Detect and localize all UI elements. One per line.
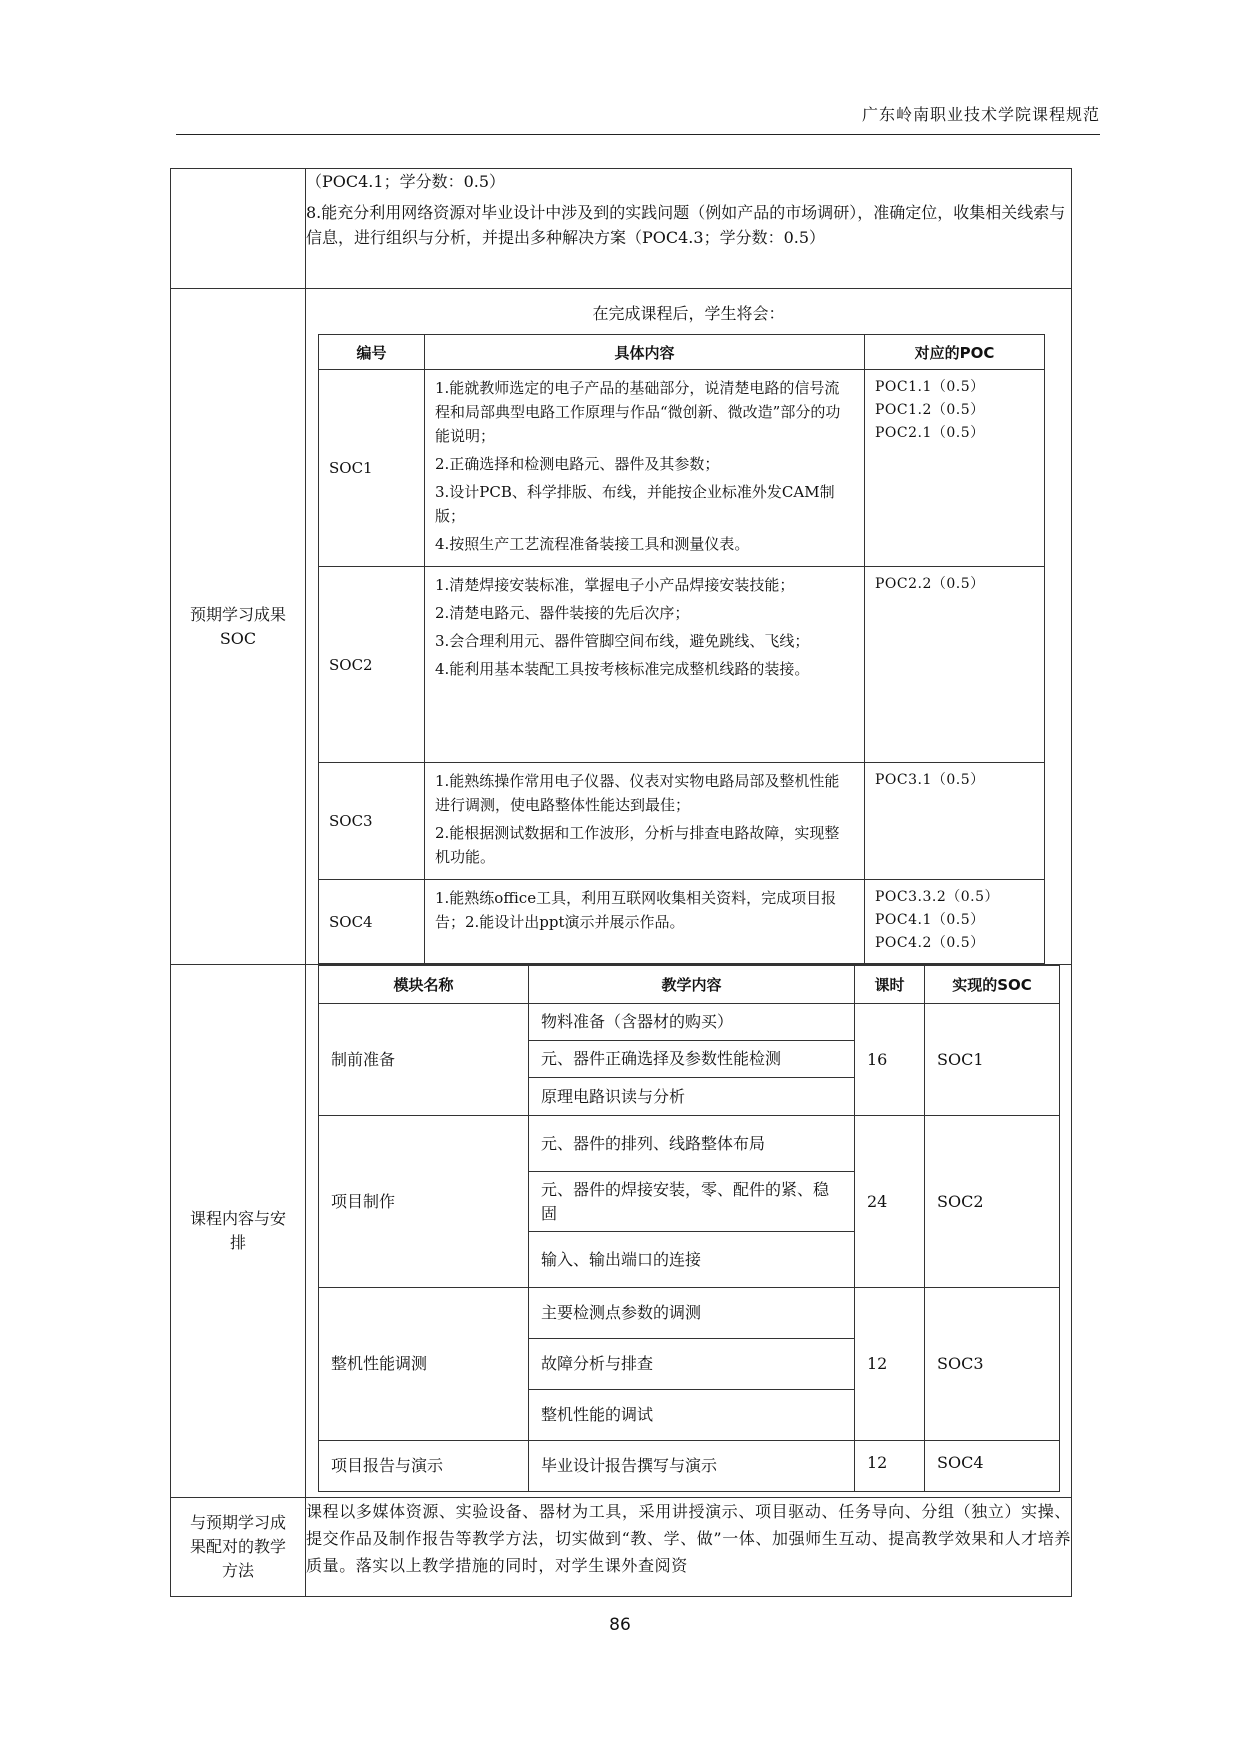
course-spec-table <box>170 168 1072 1597</box>
soc-id: SOC2 <box>319 567 425 763</box>
soc-section-content <box>306 289 1072 965</box>
soc-poc: POC2.2（0.5） <box>865 567 1045 763</box>
top-continuation-row <box>171 169 1072 289</box>
module-col-name: 模块名称 <box>319 966 529 1004</box>
module-col-content: 教学内容 <box>529 966 855 1004</box>
top-continuation-cell <box>306 169 1072 289</box>
teaching-method-text: 课程以多媒体资源、实验设备、器材为工具，采用讲授演示、项目驱动、任务导向、分组（独立）实操、提交作品及制作报告等教学方法，切实做到“教、学、做”一体、加强师生互动、提高教学效果和人才培养质量。落实以上教学措施的同时，对学生课外查阅资 <box>306 1498 1072 1597</box>
content-section-content <box>306 965 1072 1498</box>
module-name: 制前准备 <box>319 1004 529 1116</box>
module-content: 元、器件的焊接安装，零、配件的紧、稳固 <box>529 1172 855 1232</box>
soc-col-content: 具体内容 <box>425 335 865 370</box>
module-row <box>319 1441 1060 1492</box>
module-hours: 16 <box>855 1004 925 1116</box>
module-content: 毕业设计报告撰写与演示 <box>529 1441 855 1492</box>
module-content: 物料准备（含器材的购买） <box>529 1004 855 1041</box>
module-content: 原理电路识读与分析 <box>529 1078 855 1116</box>
soc-row <box>319 763 1045 880</box>
module-content: 输入、输出端口的连接 <box>529 1232 855 1288</box>
module-name: 整机性能调测 <box>319 1288 529 1441</box>
soc-poc: POC3.3.2（0.5） POC4.1（0.5） POC4.2（0.5） <box>865 880 1045 964</box>
content-section-label: 课程内容与安 排 <box>171 965 306 1498</box>
soc-content: 1.能熟练office工具，利用互联网收集相关资料，完成项目报告；2.能设计出ppt演示并展示作品。 <box>425 880 865 964</box>
module-col-soc: 实现的SOC <box>925 966 1060 1004</box>
module-row <box>319 1288 1060 1339</box>
soc-intro: 在完成课程后，学生将会： <box>592 304 785 323</box>
outcome-item-8: 8.能充分利用网络资源对毕业设计中涉及到的实践问题（例如产品的市场调研），准确定位，收集相关线索与信息，进行组织与分析，并提出多种解决方案（POC4.3；学分数：0.5） <box>306 203 1066 247</box>
soc-row <box>319 370 1045 567</box>
module-hours: 12 <box>855 1288 925 1441</box>
soc-id: SOC4 <box>319 880 425 964</box>
module-soc: SOC2 <box>925 1116 1060 1288</box>
soc-content: 1.清楚焊接安装标准，掌握电子小产品焊接安装技能； 2.清楚电路元、器件装接的先后次序； 3.会合理利用元、器件管脚空间布线，避免跳线、飞线； 4.能利用基本装配工具按考核标准完成整机线路的装接。 <box>425 567 865 763</box>
soc-row <box>319 567 1045 763</box>
page-header-title: 广东岭南职业技术学院课程规范 <box>861 105 1100 124</box>
soc-col-id: 编号 <box>319 335 425 370</box>
module-soc: SOC4 <box>925 1441 1060 1492</box>
header-rule <box>176 134 1100 135</box>
module-hours: 24 <box>855 1116 925 1288</box>
module-content: 主要检测点参数的调测 <box>529 1288 855 1339</box>
poc-credit-line: （POC4.1；学分数：0.5） <box>306 172 506 191</box>
method-section-row <box>171 1498 1072 1597</box>
module-row <box>319 1116 1060 1172</box>
module-content: 整机性能的调试 <box>529 1390 855 1441</box>
soc-col-poc: 对应的POC <box>865 335 1045 370</box>
module-table <box>318 965 1060 1492</box>
soc-id: SOC3 <box>319 763 425 880</box>
soc-content: 1.能就教师选定的电子产品的基础部分，说清楚电路的信号流程和局部典型电路工作原理与作品“微创新、微改造”部分的功能说明； 2.正确选择和检测电路元、器件及其参数； 3.设计PCB、科学排版、布线，并能按企业标准外发CAM制版； 4.按照生产工艺流程准备装接工具和测量仪表。 <box>425 370 865 567</box>
module-soc: SOC1 <box>925 1004 1060 1116</box>
content-section-row <box>171 965 1072 1498</box>
module-hours: 12 <box>855 1441 925 1492</box>
soc-section-row <box>171 289 1072 965</box>
soc-table <box>318 334 1045 964</box>
module-soc: SOC3 <box>925 1288 1060 1441</box>
module-content: 故障分析与排查 <box>529 1339 855 1390</box>
soc-poc: POC3.1（0.5） <box>865 763 1045 880</box>
module-name: 项目报告与演示 <box>319 1441 529 1492</box>
module-content: 元、器件正确选择及参数性能检测 <box>529 1041 855 1078</box>
module-name: 项目制作 <box>319 1116 529 1288</box>
soc-id: SOC1 <box>319 370 425 567</box>
soc-row <box>319 880 1045 964</box>
soc-content: 1.能熟练操作常用电子仪器、仪表对实物电路局部及整机性能进行调测，使电路整体性能达到最佳； 2.能根据测试数据和工作波形，分析与排查电路故障，实现整机功能。 <box>425 763 865 880</box>
module-col-hours: 课时 <box>855 966 925 1004</box>
module-content: 元、器件的排列、线路整体布局 <box>529 1116 855 1172</box>
soc-section-label: 预期学习成果 SOC <box>171 289 306 965</box>
page-number: 86 <box>609 1615 631 1635</box>
method-section-label: 与预期学习成 果配对的教学 方法 <box>171 1498 306 1597</box>
module-row <box>319 1004 1060 1041</box>
soc-poc: POC1.1（0.5） POC1.2（0.5） POC2.1（0.5） <box>865 370 1045 567</box>
top-left-empty-cell <box>171 169 306 289</box>
